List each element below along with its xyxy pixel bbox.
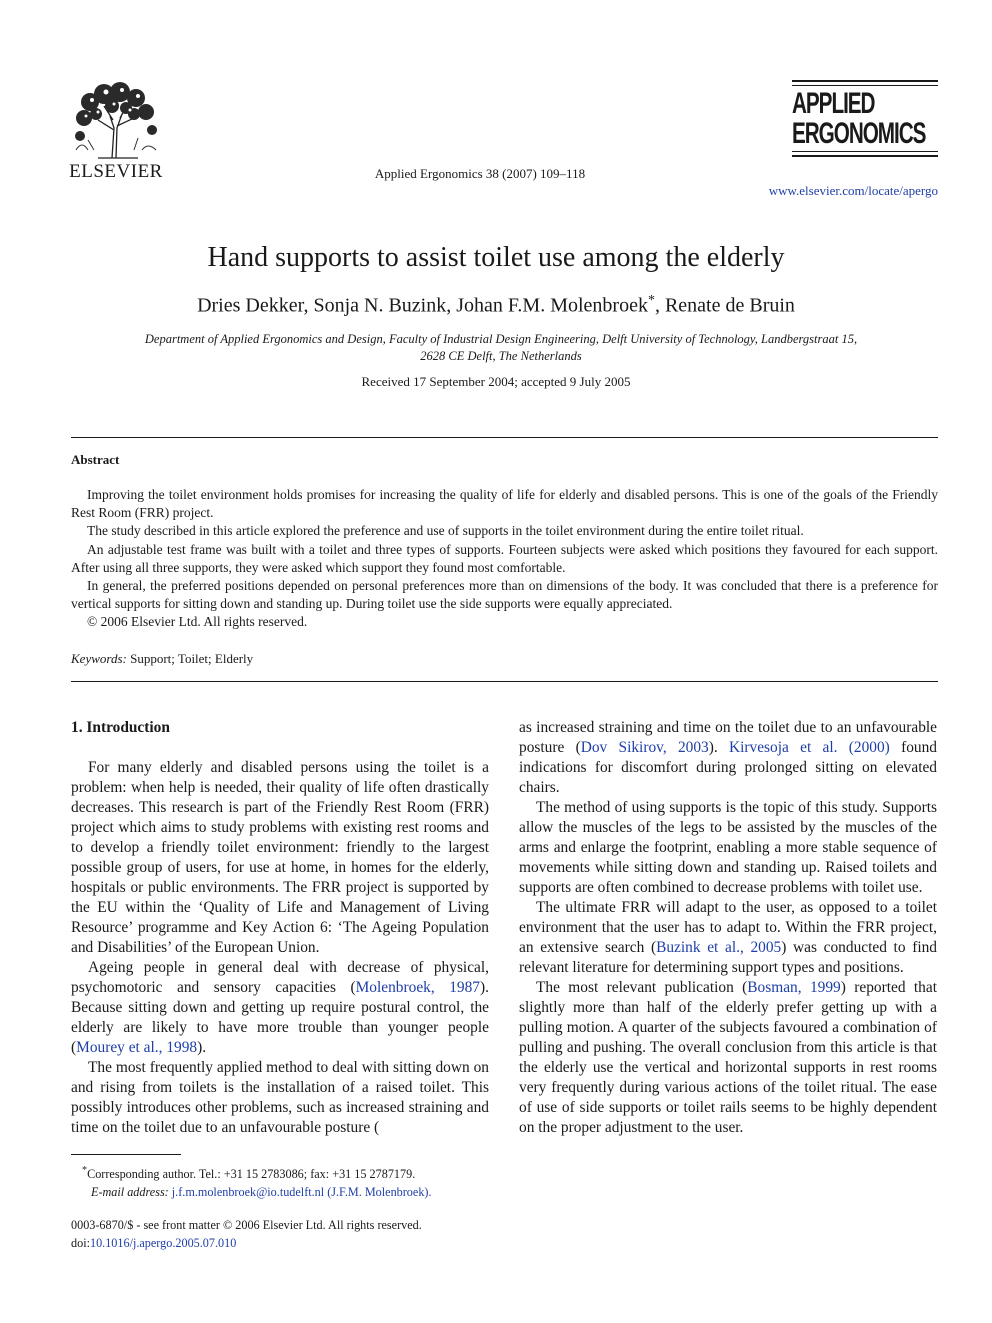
journal-logo-line2: ERGONOMICS (792, 117, 926, 150)
body-paragraph (519, 898, 937, 978)
citation-link[interactable]: Dov Sikirov, 2003 (580, 739, 709, 756)
citation-link[interactable]: Bosman, 1999 (747, 979, 841, 996)
affiliation-line2: 2628 CE Delft, The Netherlands (420, 349, 582, 363)
abstract-body (71, 486, 938, 632)
footnote-mark: * (82, 1165, 88, 1176)
footnote-rule (71, 1154, 181, 1155)
citation-link[interactable]: Buzink et al., 2005 (656, 939, 782, 956)
tree-emblem-icon (68, 80, 164, 160)
front-matter (71, 1216, 422, 1252)
doi-line (71, 1234, 422, 1252)
body-column-right (519, 718, 937, 1138)
text-run: ). (197, 1039, 207, 1056)
text-run: The most relevant publication ( (536, 979, 748, 996)
abstract-paragraph: Improving the toilet environment holds promises for increasing the quality of life for elderly and disabled persons. This is one of the goals of the Friendly Rest Room (FRR) project. (71, 487, 938, 521)
logo-rule-top (792, 80, 938, 82)
received-dates: Received 17 September 2004; accepted 9 July 2005 (361, 374, 631, 389)
body-paragraph (519, 978, 937, 1138)
footnote-corresponding (71, 1162, 491, 1183)
footnote-email (71, 1183, 491, 1201)
abstract-paragraph: An adjustable test frame was built with a toilet and three types of supports. Fourteen subjects were asked which positions they favoured for each support. After using all three supports, they were asked which support they found most comfortable. (71, 541, 938, 575)
abstract-paragraph: The study described in this article explored the preference and use of supports in the toilet environment during the entire toilet ritual. (87, 523, 804, 539)
text-run: found indications for discomfort during prolonged sitting on elevated chairs. (519, 739, 937, 796)
footnote (71, 1162, 491, 1201)
journal-logo-line1: APPLIED (792, 87, 875, 120)
text-run: The most frequently applied method to deal with sitting down on and rising from toilets is the installation of a raised toilet. This possibly introduces other problems, such as increased straining and time on the toilet due to an unfavourable posture ( (71, 1059, 489, 1136)
authors-after: , Renate de Bruin (654, 294, 795, 317)
journal-citation: Applied Ergonomics 38 (2007) 109–118 (374, 166, 586, 181)
publisher-name: ELSEVIER (69, 161, 163, 182)
text-run: Ageing people in general deal with decrease of physical, psychomotoric and sensory capacities ( (71, 959, 489, 996)
issn-line: 0003-6870/$ - see front matter © 2006 Elsevier Ltd. All rights reserved. (71, 1218, 422, 1232)
body-paragraph: The method of using supports is the topic of this study. Supports allow the muscles of the legs to be assisted by the muscles of the arms and enlarge the footprint, enabling a more stable sequence of movements while sitting down and standing up. Raised toilets and supports are often combined to decrease problems with toilet use. (519, 799, 937, 896)
keywords-list: Support; Toilet; Elderly (130, 651, 254, 666)
journal-logo (792, 80, 938, 160)
body-column-left (71, 758, 489, 1136)
text-run: ) was conducted to find relevant literature for determining support types and positions. (519, 939, 937, 976)
journal-url-link[interactable]: www.elsevier.com/locate/apergo (768, 183, 938, 198)
body-paragraph (71, 1058, 489, 1136)
text-run: ). Because sitting down and getting up require postural control, the elderly are likely to have more trouble than younger people ( (71, 979, 489, 1056)
email-label: E-mail address: (91, 1185, 169, 1200)
logo-rule-top-thin (792, 85, 938, 86)
text-run: ) reported that slightly more than half of the elderly prefer getting up with a pulling motion. A quarter of the subjects favoured a combination of pulling and pushing. The overall conclusion from this article is that the elderly use the vertical and horizontal supports in rest rooms very frequently during various actions of the toilet ritual. The ease of use of side supports or toilet rails seems to be highly dependent on the proper adjustment to the user. (519, 979, 937, 1136)
corresponding-mark: * (647, 293, 655, 308)
citation-link[interactable]: Molenbroek, 1987 (355, 979, 481, 996)
doi-link[interactable]: 10.1016/j.apergo.2005.07.010 (89, 1236, 237, 1250)
logo-rule-bottom (792, 155, 938, 157)
body-paragraph-continued (519, 718, 937, 798)
article-title: Hand supports to assist toilet use among the elderly (207, 242, 785, 273)
abstract-heading: Abstract (71, 452, 120, 467)
affiliation (96, 331, 906, 365)
section-heading-introduction: 1. Introduction (71, 719, 170, 736)
body-paragraph: For many elderly and disabled persons using the toilet is a problem: when help is needed, their quality of life often drastically decreases. This research is part of the Friendly Rest Room (FRR) project which aims to study problems with existing rest rooms and to develop a friendly toilet environment: friendly to the largest possible group of users, for use at home, in homes for the elderly, hospitals or public environments. The FRR project is supported by the EU within the ‘Quality of Life and Management of Living Resource’ programme and Key Action 6: ‘The Ageing Population and Disabilities’ of the European Union. (71, 759, 489, 956)
copyright-line: © 2006 Elsevier Ltd. All rights reserved. (87, 614, 308, 630)
citation-link[interactable]: Mourey et al., 1998 (76, 1039, 198, 1056)
text-run: ). (708, 739, 730, 756)
divider-top (71, 437, 938, 438)
text-run: as increased straining and time on the toilet due to an unfavourable posture ( (519, 719, 937, 756)
authors-before: Dries Dekker, Sonja N. Buzink, Johan F.M. Molenbroek (197, 294, 648, 317)
logo-rule-bottom-thin (792, 151, 938, 152)
doi-label: doi: (71, 1236, 90, 1250)
keywords (71, 651, 253, 667)
abstract-paragraph: In general, the preferred positions depended on personal preferences more than on dimensions of the body. It was concluded that there is a preference for vertical supports for sitting down and standing up. During toilet use the side supports were equally appreciated. (71, 578, 938, 612)
author-list (0, 293, 992, 318)
footnote-text: Corresponding author. Tel.: +31 15 2783086; fax: +31 15 2787179. (87, 1167, 416, 1182)
email-link[interactable]: j.f.m.molenbroek@io.tudelft.nl (J.F.M. Molenbroek). (171, 1185, 432, 1200)
citation-link[interactable]: Kirvesoja et al. (2000) (729, 739, 890, 756)
divider-bottom (71, 681, 938, 682)
text-run: The ultimate FRR will adapt to the user, as opposed to a toilet environment that the user has to adapt to. Within the FRR project, an extensive search ( (519, 899, 937, 956)
body-paragraph (71, 958, 489, 1058)
affiliation-line1: Department of Applied Ergonomics and Design, Faculty of Industrial Design Engineering, Delft University of Technology, Landbergstraat 15, (144, 332, 858, 346)
keywords-label: Keywords: (71, 651, 127, 666)
publisher-logo (68, 80, 164, 184)
